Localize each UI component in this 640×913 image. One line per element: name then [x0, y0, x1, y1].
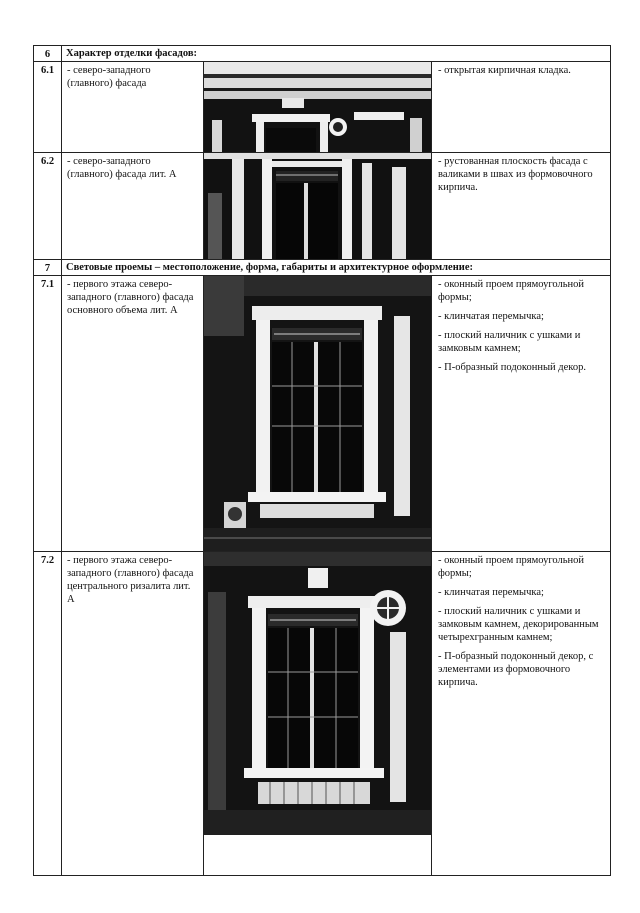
- table-row: [34, 153, 611, 260]
- section-number: 6: [34, 46, 62, 62]
- feature-item: - клинчатая перемычка;: [438, 587, 544, 598]
- window-photo: [204, 276, 432, 552]
- section-title: Световые проемы – местоположение, форма, габариты и архитектурное оформление:: [62, 260, 611, 276]
- window-photo: [204, 552, 432, 876]
- section-number: 7: [34, 260, 62, 276]
- feature-item: - оконный проем прямоугольной формы;: [438, 555, 585, 579]
- facade-photo: [204, 153, 432, 260]
- row-number: 6.2: [34, 153, 62, 260]
- section-title: Характер отделки фасадов:: [62, 46, 611, 62]
- table-row: [34, 62, 611, 153]
- feature-item: - клинчатая перемычка;: [438, 311, 544, 322]
- section-header-row: [34, 260, 611, 276]
- window-photo-image: [204, 276, 432, 551]
- row-features: [432, 276, 611, 552]
- section-header-row: [34, 46, 611, 62]
- row-number: 7.1: [34, 276, 62, 552]
- feature-item: - плоский наличник с ушками и замковым камнем;: [438, 330, 581, 354]
- facade-photo: [204, 62, 432, 153]
- feature-item: - оконный проем прямоугольной формы;: [438, 279, 585, 303]
- window-photo-image: [204, 552, 432, 875]
- facade-photo-image: [204, 62, 432, 152]
- row-features: [432, 153, 611, 260]
- table-row: [34, 552, 611, 876]
- facade-photo-image: [204, 153, 432, 259]
- row-description: - северо-западного (главного) фасада: [62, 62, 204, 153]
- feature-item: - рустованная плоскость фасада с валиками в швах из формовочного кирпича.: [438, 156, 593, 193]
- row-description: - первого этажа северо-западного (главного) фасада центрального ризалита лит. А: [62, 552, 204, 876]
- row-description: - северо-западного (главного) фасада лит. А: [62, 153, 204, 260]
- row-number: 7.2: [34, 552, 62, 876]
- row-features: [432, 552, 611, 876]
- row-description: - первого этажа северо-западного (главного) фасада основного объема лит. А: [62, 276, 204, 552]
- feature-item: - П-образный подоконный декор, с элементами из формовочного кирпича.: [438, 651, 594, 688]
- document-table: [33, 45, 611, 876]
- feature-item: - П-образный подоконный декор.: [438, 362, 586, 373]
- feature-item: - плоский наличник с ушками и замковым камнем, декорированным четырехгранным камнем;: [438, 606, 599, 643]
- table-row: [34, 276, 611, 552]
- row-features: [432, 62, 611, 153]
- row-number: 6.1: [34, 62, 62, 153]
- feature-item: - открытая кирпичная кладка.: [438, 65, 571, 76]
